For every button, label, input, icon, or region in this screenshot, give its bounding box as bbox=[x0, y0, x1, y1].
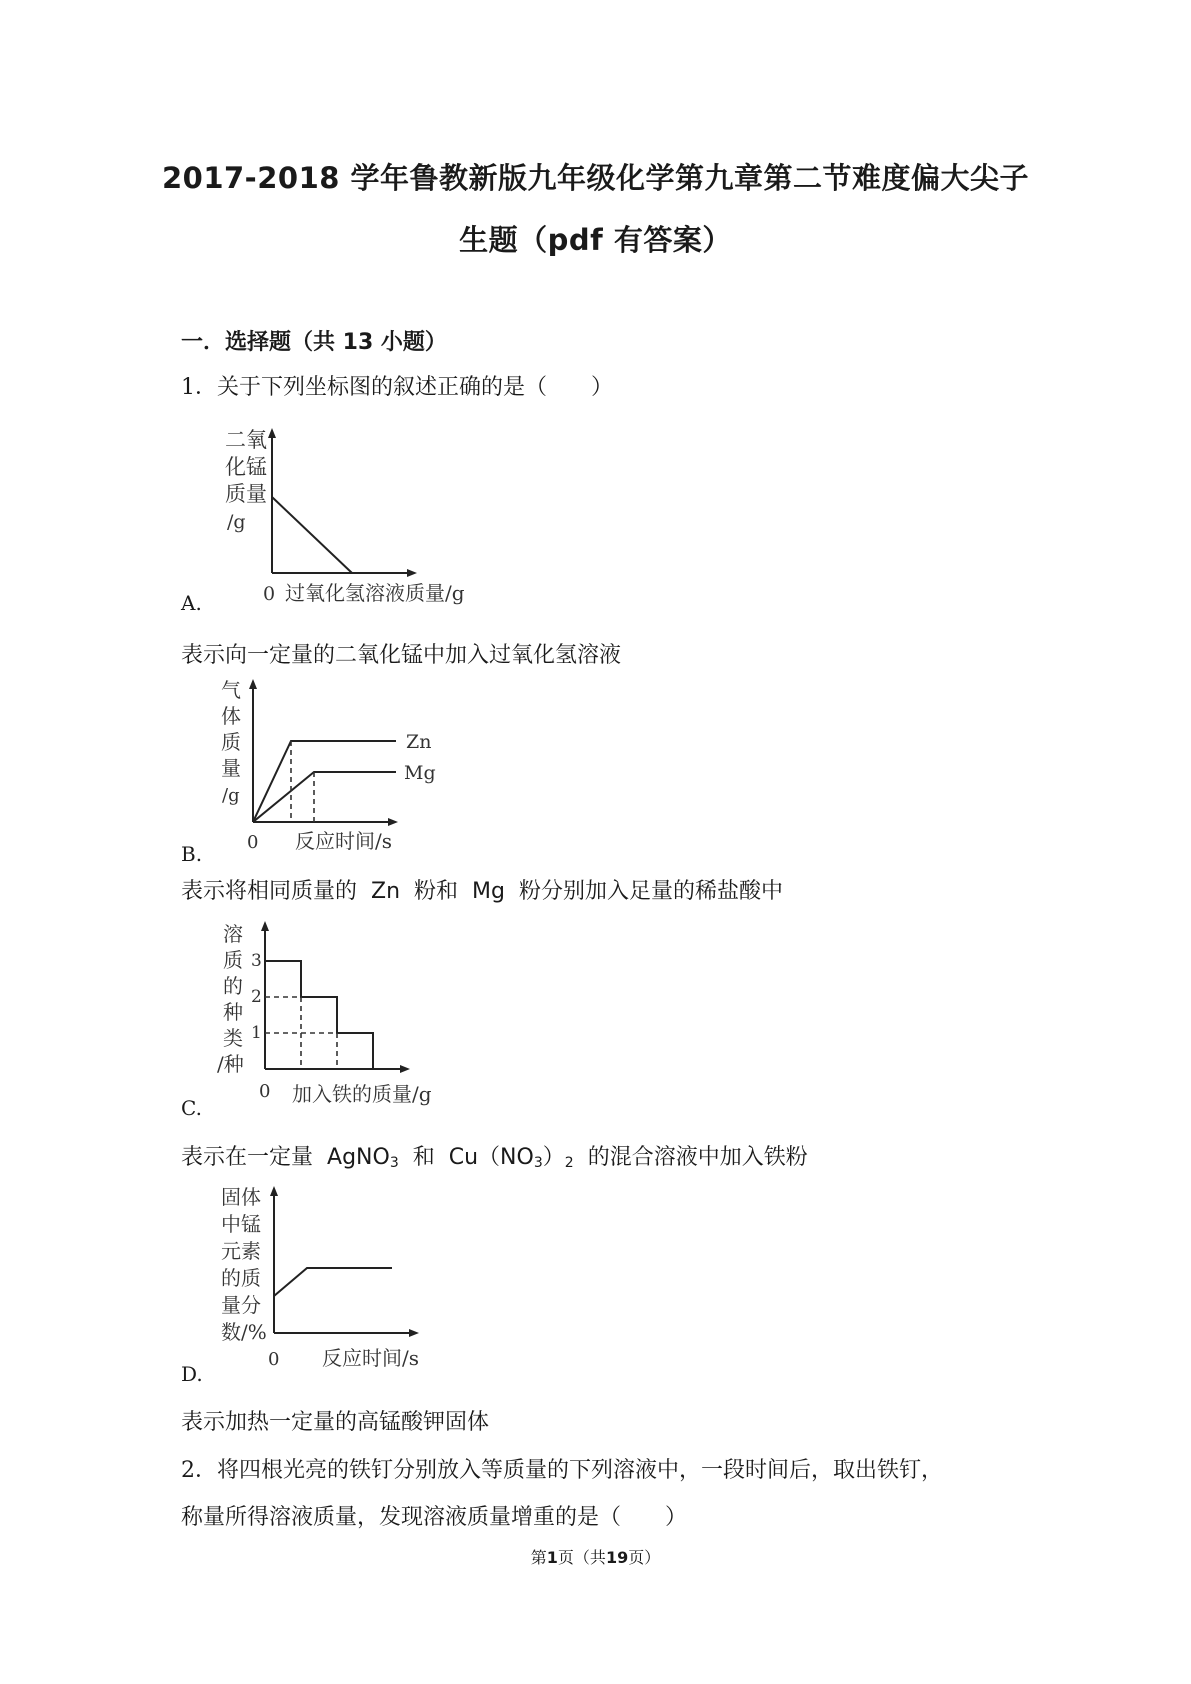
origin-label: 0 bbox=[247, 832, 259, 853]
x-axis-label: 过氧化氢溶液质量/g bbox=[285, 581, 465, 605]
formula-zn: Zn bbox=[371, 879, 401, 904]
document-title-line-1: 2017-2018 学年鲁教新版九年级化学第九章第二节难度偏大尖子 bbox=[161, 161, 1030, 195]
page-footer bbox=[0, 1545, 1191, 1568]
option-d-label: D. bbox=[181, 1362, 203, 1386]
y-label-line: 质 bbox=[221, 730, 241, 754]
origin-label: 0 bbox=[263, 583, 276, 605]
document-title-line-2: 生题（pdf 有答案） bbox=[459, 223, 732, 257]
text-span: 粉和 bbox=[414, 879, 459, 904]
question-1-stem: 1．关于下列坐标图的叙述正确的是（ ） bbox=[181, 375, 613, 400]
option-a-label: A. bbox=[181, 591, 202, 615]
y-label-line: 量 bbox=[221, 756, 241, 780]
y-label-line: 元素 bbox=[221, 1239, 261, 1263]
step-line bbox=[265, 961, 373, 1069]
footer-page-number: 1 bbox=[546, 1548, 558, 1567]
y-tick-3: 3 bbox=[251, 951, 262, 971]
graph-b bbox=[215, 678, 495, 858]
option-c-label: C. bbox=[181, 1096, 202, 1120]
graph-a bbox=[215, 425, 495, 605]
question-2-stem-line-2: 称量所得溶液质量，发现溶液质量增重的是（ ） bbox=[181, 1505, 688, 1530]
formula-part: ） bbox=[542, 1145, 565, 1170]
y-label-line: 数/% bbox=[221, 1320, 267, 1344]
formula-mg: Mg bbox=[472, 879, 505, 904]
origin-label: 0 bbox=[268, 1349, 280, 1370]
y-label-line: 化锰 bbox=[225, 455, 267, 479]
formula-agno3 bbox=[327, 1145, 399, 1170]
data-line bbox=[274, 1268, 392, 1296]
footer-total-pages: 19 bbox=[605, 1548, 629, 1567]
formula-cu-no3-2 bbox=[449, 1145, 574, 1170]
formula-subscript: 2 bbox=[564, 1155, 574, 1171]
series-label-mg: Mg bbox=[404, 762, 436, 784]
formula-subscript: 3 bbox=[533, 1155, 543, 1171]
y-label-line: 体 bbox=[221, 704, 241, 728]
y-label-line: 固体 bbox=[221, 1185, 261, 1209]
footer-suffix: 页） bbox=[628, 1548, 661, 1567]
y-label-line: 质 bbox=[223, 948, 243, 972]
y-tick-2: 2 bbox=[251, 987, 262, 1007]
section-heading: 一．选择题（共 13 小题） bbox=[181, 330, 447, 355]
text-span: 表示在一定量 bbox=[181, 1145, 314, 1170]
data-line bbox=[272, 497, 352, 573]
formula-part: AgNO bbox=[327, 1145, 390, 1170]
formula-part: Cu（NO bbox=[448, 1145, 534, 1170]
option-d-description: 表示加热一定量的高锰酸钾固体 bbox=[181, 1410, 490, 1435]
y-axis-label bbox=[221, 1185, 267, 1344]
origin-label: 0 bbox=[259, 1081, 271, 1102]
y-label-line: 类 bbox=[223, 1026, 243, 1050]
text-span: 表示将相同质量的 bbox=[181, 879, 358, 904]
y-axis-label bbox=[221, 678, 241, 806]
graph-d bbox=[215, 1185, 495, 1370]
y-label-line: 中锰 bbox=[221, 1212, 261, 1236]
y-label-line: /g bbox=[227, 511, 246, 533]
y-label-line: 的 bbox=[223, 974, 243, 998]
y-label-line: 溶 bbox=[223, 922, 243, 946]
y-label-line: 气 bbox=[221, 678, 241, 702]
option-a-description: 表示向一定量的二氧化锰中加入过氧化氢溶液 bbox=[181, 643, 622, 668]
option-b-description bbox=[181, 874, 783, 905]
y-axis-label bbox=[217, 922, 244, 1076]
x-axis-label: 加入铁的质量/g bbox=[292, 1082, 432, 1106]
text-span: 和 bbox=[412, 1145, 435, 1170]
x-axis-label: 反应时间/s bbox=[322, 1346, 420, 1370]
y-tick-1: 1 bbox=[251, 1023, 262, 1043]
series-label-zn: Zn bbox=[406, 731, 432, 753]
y-label-line: 二氧 bbox=[225, 428, 267, 452]
formula-subscript: 3 bbox=[389, 1155, 399, 1171]
footer-middle: 页（共 bbox=[557, 1548, 606, 1567]
series-line-zn bbox=[253, 741, 396, 822]
y-label-line: 量分 bbox=[221, 1293, 261, 1317]
footer-prefix: 第 bbox=[530, 1548, 547, 1567]
y-label-line: 的质 bbox=[221, 1266, 261, 1290]
y-label-line: 种 bbox=[223, 1000, 243, 1024]
option-c-description bbox=[181, 1140, 808, 1171]
x-axis-label: 反应时间/s bbox=[295, 829, 393, 853]
y-label-line: 质量 bbox=[225, 482, 267, 506]
text-span: 的混合溶液中加入铁粉 bbox=[587, 1145, 808, 1170]
y-label-line: /种 bbox=[217, 1052, 244, 1076]
series-line-mg bbox=[253, 772, 396, 822]
option-b-label: B. bbox=[181, 842, 203, 866]
y-axis-label bbox=[225, 428, 267, 533]
question-2-stem-line-1: 2．将四根光亮的铁钉分别放入等质量的下列溶液中，一段时间后，取出铁钉， bbox=[181, 1458, 943, 1483]
text-span: 粉分别加入足量的稀盐酸中 bbox=[519, 879, 784, 904]
graph-c bbox=[215, 920, 495, 1105]
y-label-line: /g bbox=[222, 785, 240, 806]
